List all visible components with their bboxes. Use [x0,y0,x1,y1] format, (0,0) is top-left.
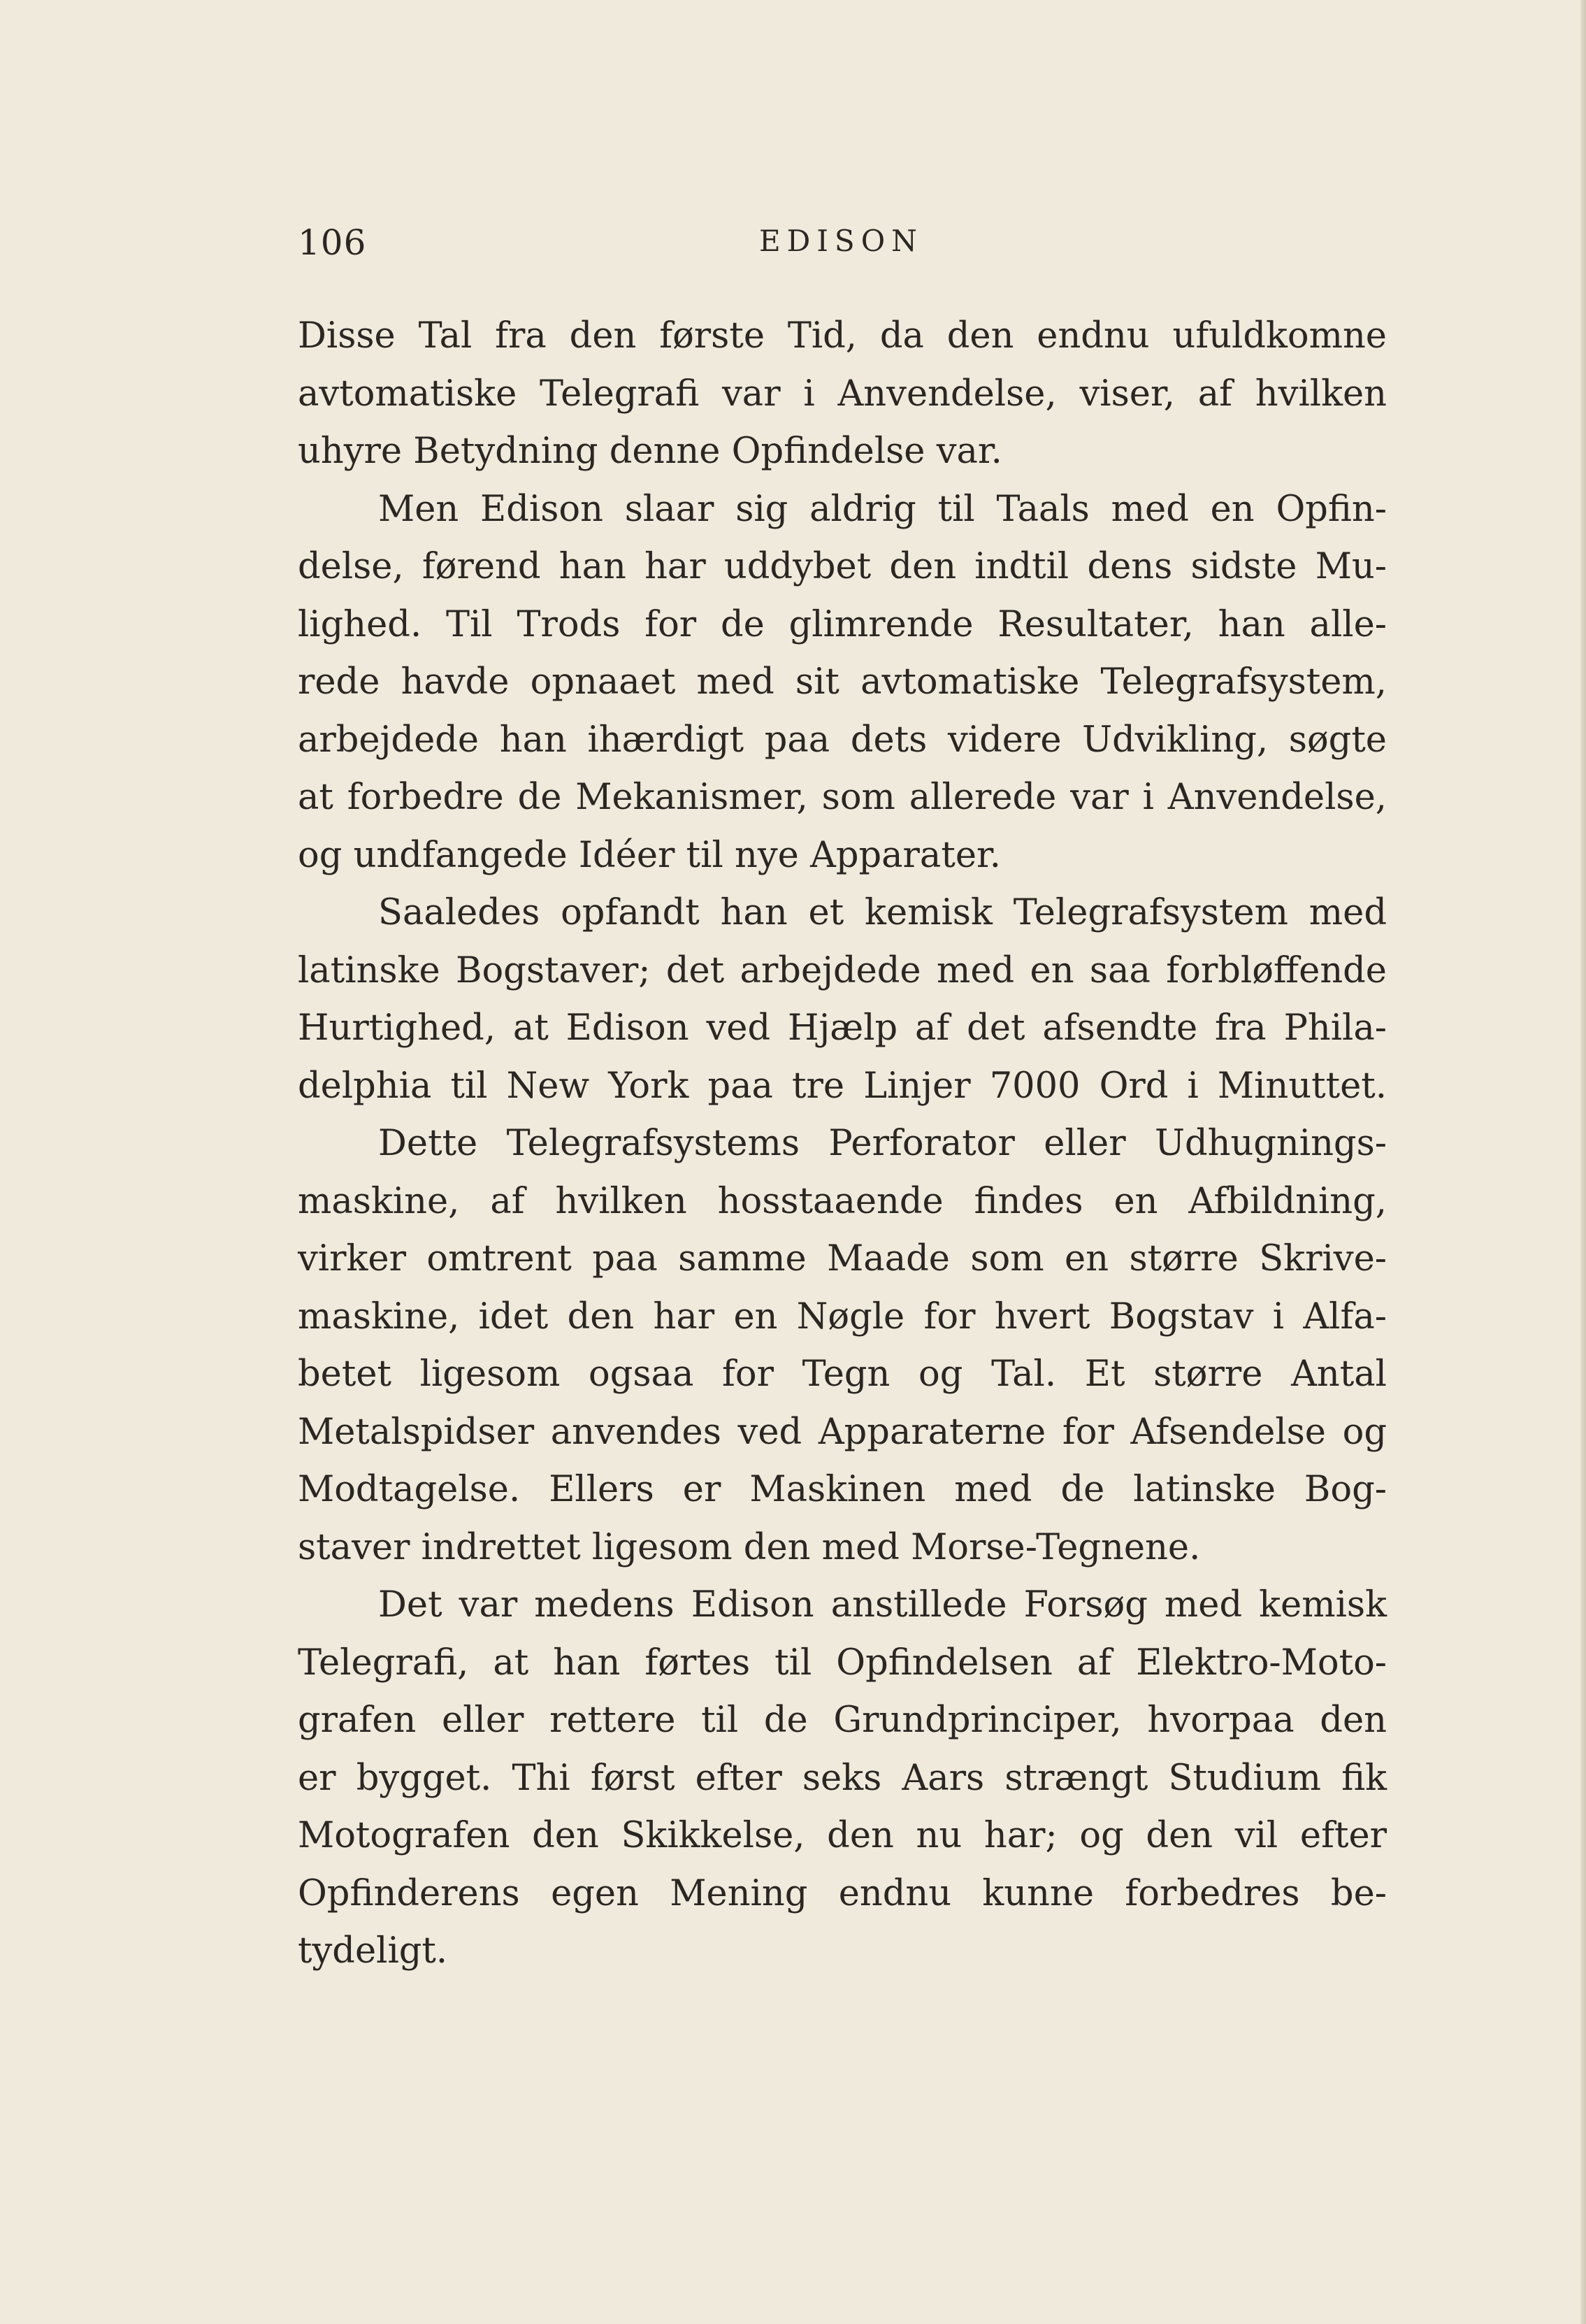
text-line: Saaledes opfandt han et kemisk Telegrafsystem med [378,892,1387,933]
text-line: lighed. Til Trods for de glimrende Resultater, han alle- [298,603,1387,645]
text-line: staver indrettet ligesom den med Morse-Tegnene. [298,1526,1201,1568]
text-line: er bygget. Thi først efter seks Aars strængt Studium fik [298,1757,1387,1799]
text-line: grafen eller rettere til de Grundprinciper, hvorpaa den [298,1700,1387,1741]
text-line: og undfangede Idéer til nye Apparater. [298,834,1002,876]
text-line: Modtagelse. Ellers er Maskinen med de latinske Bog- [298,1469,1387,1510]
text-line: Dette Telegrafsystems Perforator eller Udhugnings- [378,1123,1387,1164]
running-title: EDISON [759,224,923,258]
text-line: Hurtighed, at Edison ved Hjælp af det afsendte fra Phila- [298,1007,1387,1049]
text-line: Opfinderens egen Mening endnu kunne forbedres be- [298,1872,1387,1914]
text-line: arbejdede han ihærdigt paa dets videre Udvikling, søgte [298,719,1387,761]
text-line: Metalspidser anvendes ved Apparaterne for Afsendelse og [298,1411,1387,1453]
body-text [298,308,1387,1981]
text-line: delse, førend han har uddybet den indtil dens sidste Mu- [298,546,1387,587]
text-line: Motografen den Skikkelse, den nu har; og den vil efter [298,1815,1387,1856]
page-number: 106 [298,222,367,263]
text-line: uhyre Betydning denne Opfindelse var. [298,431,1002,472]
text-line: at forbedre de Mekanismer, som allerede var i Anvendelse, [298,777,1387,818]
text-line: tydeligt. [298,1930,448,1972]
text-line: latinske Bogstaver; det arbejdede med en saa forbløffende [298,949,1387,991]
page-edge [1580,0,1586,2324]
text-line: rede havde opnaaet med sit avtomatiske Telegrafsystem, [298,661,1387,703]
text-line: delphia til New York paa tre Linjer 7000 Ord i Minuttet. [298,1065,1387,1107]
text-line: Det var medens Edison anstillede Forsøg med kemisk [378,1584,1387,1626]
text-line: virker omtrent paa samme Maade som en større Skrive- [298,1238,1387,1279]
text-line: Telegrafi, at han førtes til Opfindelsen af Elektro-Moto- [298,1642,1387,1684]
text-line: betet ligesom ogsaa for Tegn og Tal. Et større Antal [298,1354,1387,1395]
text-line: Men Edison slaar sig aldrig til Taals med en Opfin- [378,488,1387,530]
text-line: avtomatiske Telegrafi var i Anvendelse, viser, af hvilken [298,373,1387,415]
text-line: maskine, idet den har en Nøgle for hvert Bogstav i Alfa- [298,1296,1387,1337]
text-line: maskine, af hvilken hosstaaende findes en Afbildning, [298,1180,1387,1222]
page-header [298,222,1388,271]
text-line: Disse Tal fra den første Tid, da den endnu ufuldkomne [298,315,1387,357]
